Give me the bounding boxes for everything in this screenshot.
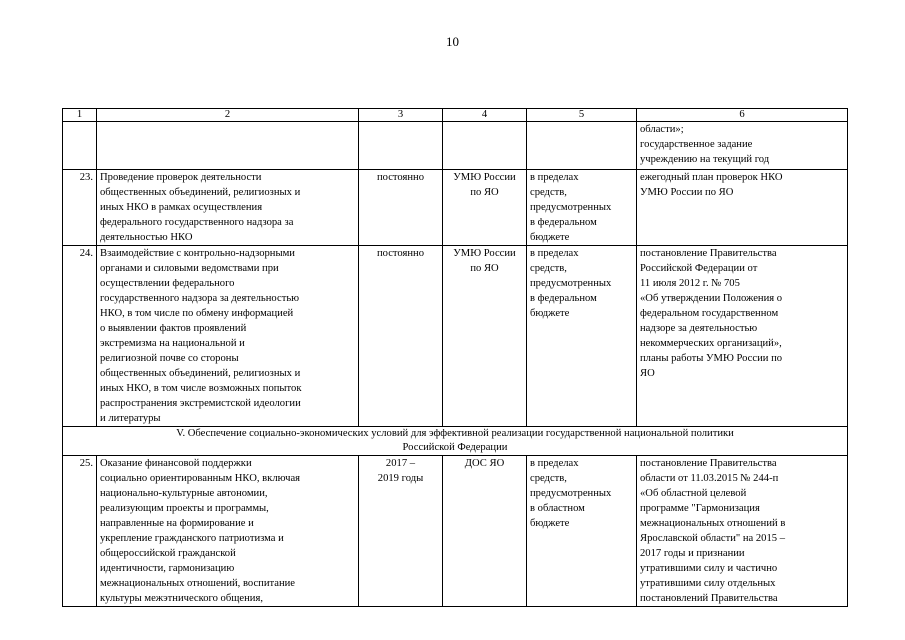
section-row	[63, 427, 848, 456]
row-period: 2017 – 2019 годы	[359, 456, 443, 607]
header-col-2: 2	[97, 109, 359, 122]
table-row	[63, 456, 848, 607]
row-action: Взаимодействие с контрольно-надзорными органами и силовыми ведомствами при осуществлении федерального государственного надзора за деятельностью НКО, в том числе по обмену информацией о выявлении фактов проявлений экстремизма на национальной и религиозной почве со стороны общественных объединений, религиозных и иных НКО, в том числе возможных попыток распространения экстремистской идеологии и литературы	[97, 246, 359, 427]
continuation-basis: области»; государственное задание учреждению на текущий год	[637, 122, 848, 170]
row-number: 23.	[63, 170, 97, 246]
header-col-6: 6	[637, 109, 848, 122]
row-executor: ДОС ЯО	[443, 456, 527, 607]
table-row-continuation	[63, 122, 848, 170]
row-executor: УМЮ России по ЯО	[443, 246, 527, 427]
header-col-1: 1	[63, 109, 97, 122]
row-executor: УМЮ России по ЯО	[443, 170, 527, 246]
row-basis: постановление Правительства области от 11.03.2015 № 244-п «Об областной целевой программе "Гармонизация межнациональных отношений в Ярославской области" на 2015 – 2017 годы и признании утратившими силу и частично утратившими силу отдельных постановлений Правительства	[637, 456, 848, 607]
row-funding: в пределах средств, предусмотренных в областном бюджете	[527, 456, 637, 607]
page-number: 10	[446, 34, 459, 49]
row-funding: в пределах средств, предусмотренных в федеральном бюджете	[527, 170, 637, 246]
row-number: 24.	[63, 246, 97, 427]
row-period: постоянно	[359, 170, 443, 246]
header-col-4: 4	[443, 109, 527, 122]
header-col-5: 5	[527, 109, 637, 122]
row-funding: в пределах средств, предусмотренных в федеральном бюджете	[527, 246, 637, 427]
section-title: V. Обеспечение социально-экономических условий для эффективной реализации государственной национальной политики Российской Федерации	[63, 427, 848, 456]
row-number: 25.	[63, 456, 97, 607]
row-basis: постановление Правительства Российской Федерации от 11 июля 2012 г. № 705 «Об утверждении Положения о федеральном государственном надзоре за деятельностью некоммерческих организаций», планы работы УМЮ России по ЯО	[637, 246, 848, 427]
header-col-3: 3	[359, 109, 443, 122]
table-row	[63, 246, 848, 427]
row-action: Проведение проверок деятельности общественных объединений, религиозных и иных НКО в рамках осуществления федерального государственного надзора за деятельностью НКО	[97, 170, 359, 246]
row-period: постоянно	[359, 246, 443, 427]
row-action: Оказание финансовой поддержки социально ориентированным НКО, включая национально-культурные автономии, реализующим проекты и программы, направленные на формирование и укрепление гражданского патриотизма и общероссийской гражданской идентичности, гармонизацию межнациональных отношений, воспитание культуры межэтнического общения,	[97, 456, 359, 607]
table-header-row	[63, 109, 848, 122]
row-basis: ежегодный план проверок НКО УМЮ России по ЯО	[637, 170, 848, 246]
plan-table	[62, 108, 848, 607]
table-row	[63, 170, 848, 246]
